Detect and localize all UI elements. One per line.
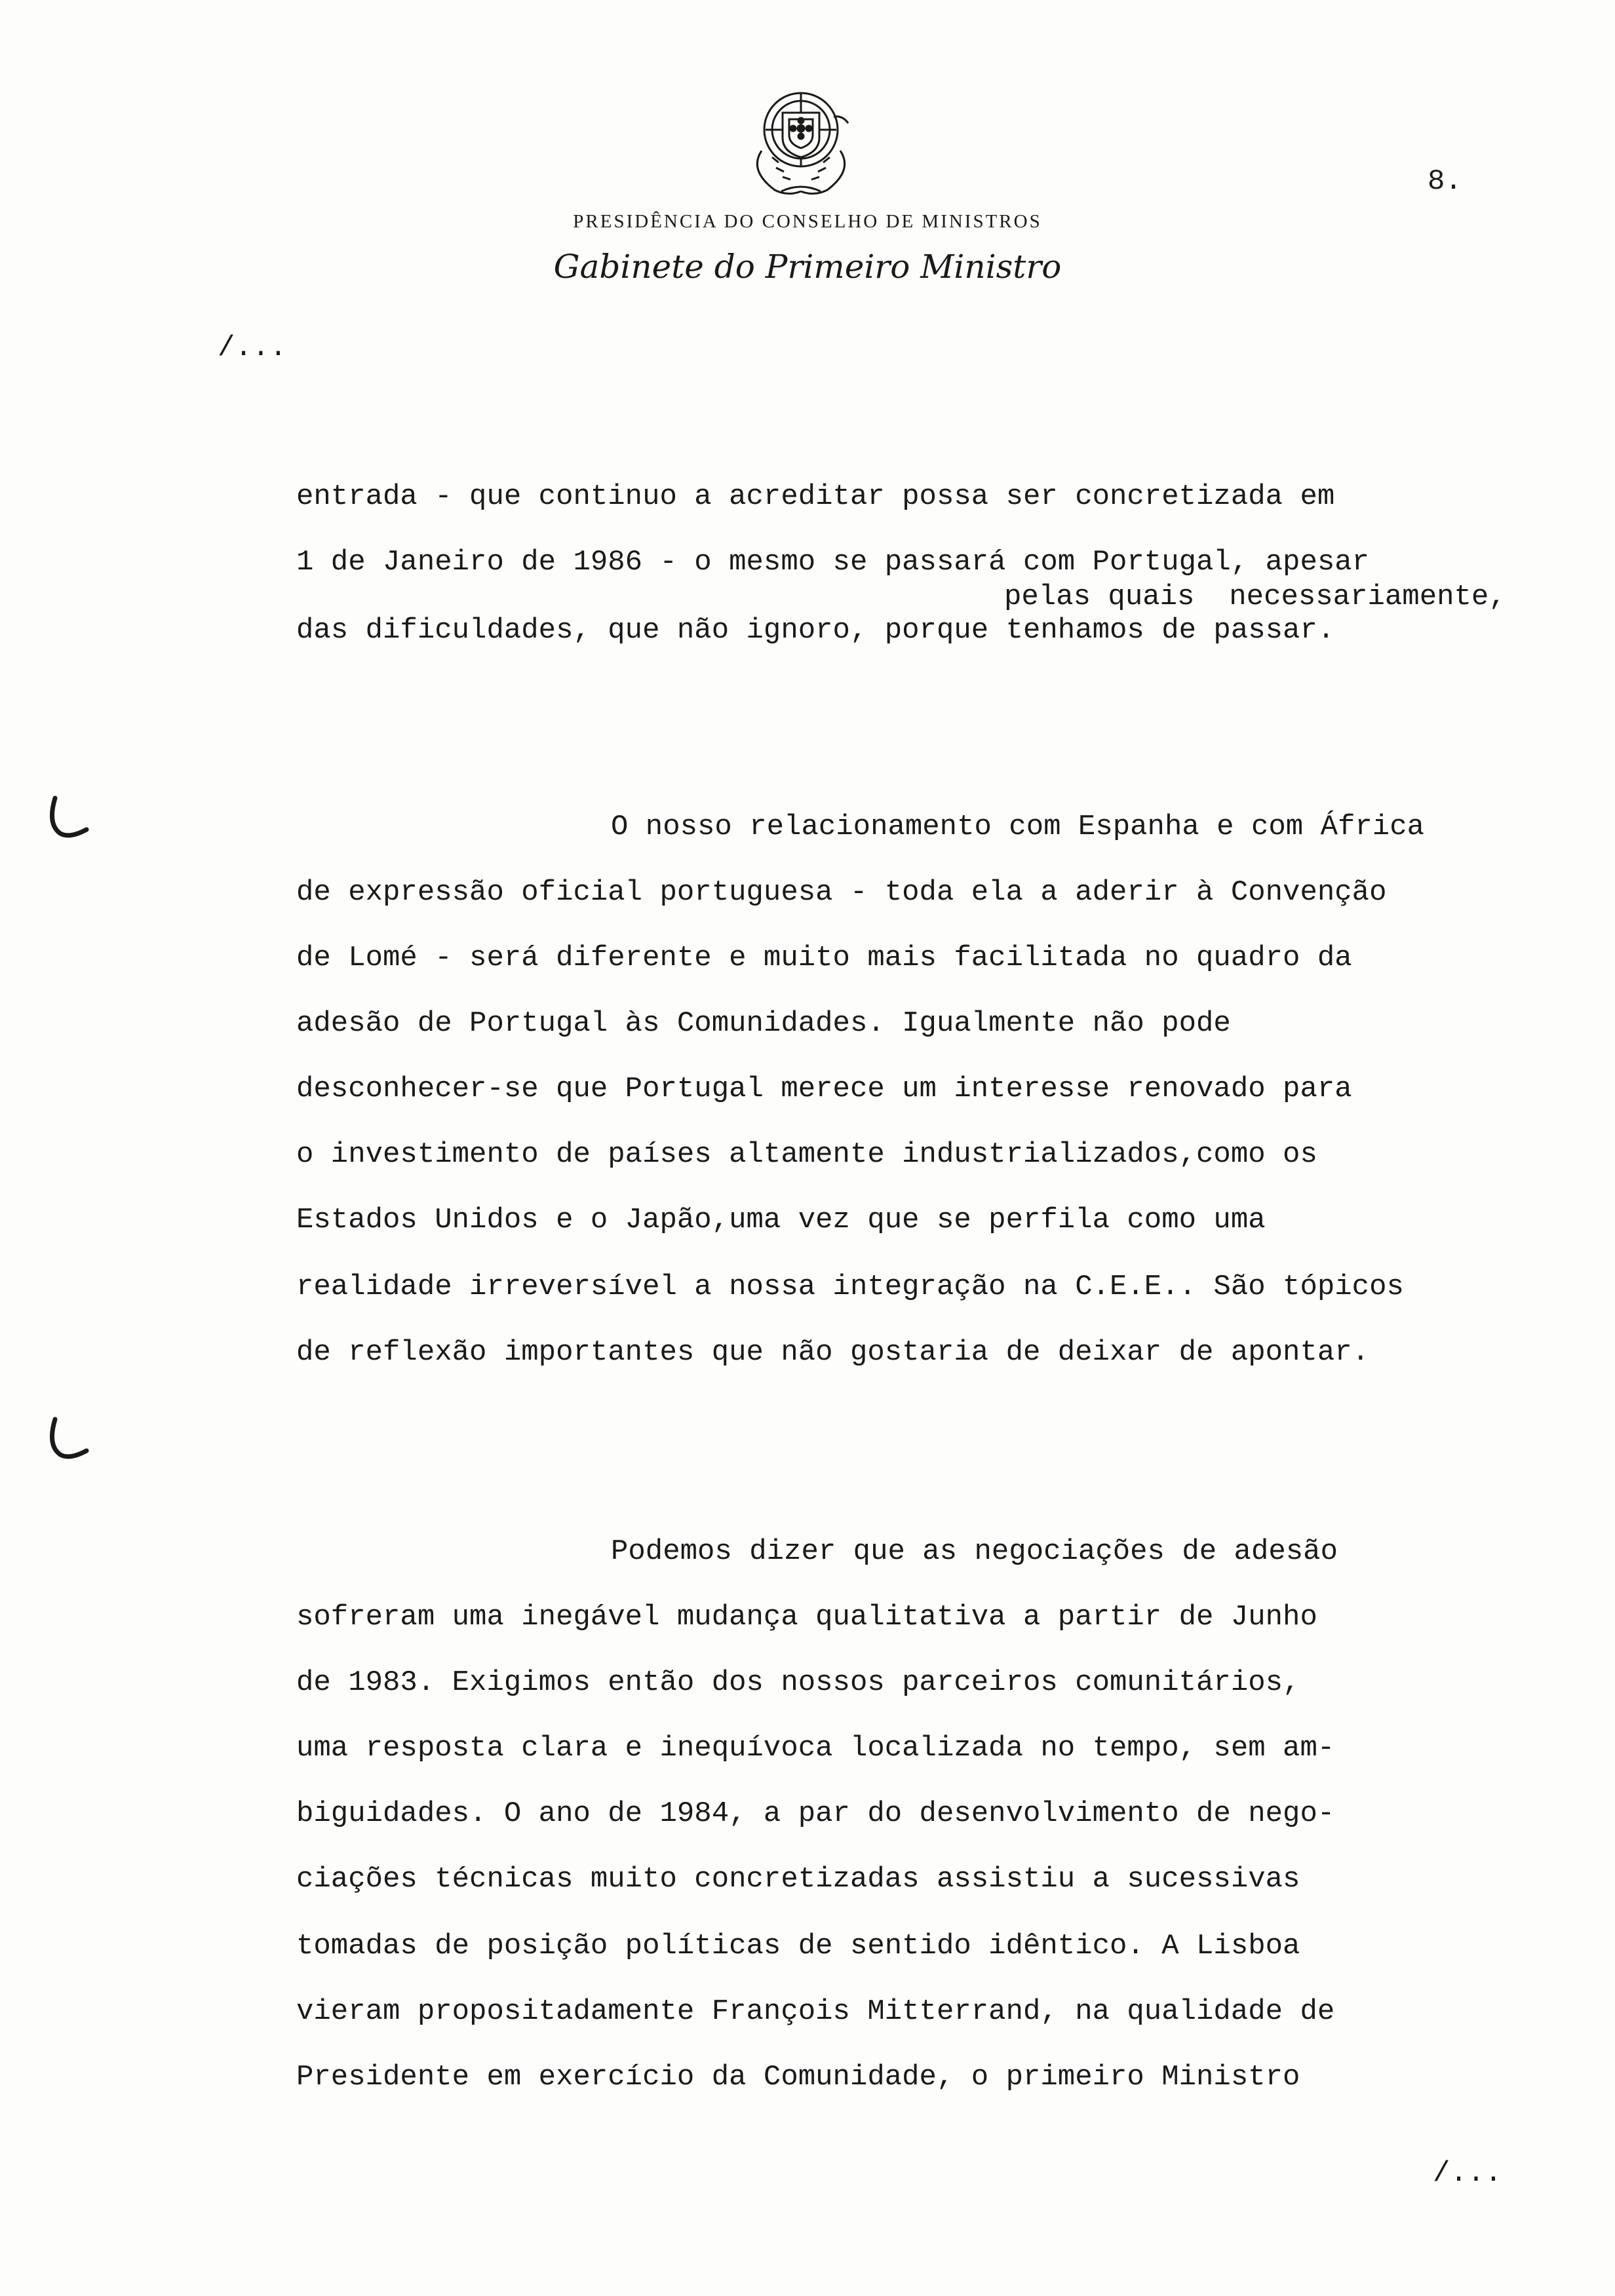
text-line: vieram propositadamente François Mitterrand, na qualidade de xyxy=(296,1995,1335,2028)
text-line: tomadas de posição políticas de sentido idêntico. A Lisboa xyxy=(296,1930,1300,1962)
text-line: de 1983. Exigimos então dos nossos parceiros comunitários, xyxy=(296,1666,1300,1699)
continuation-marker-top: /... xyxy=(218,332,287,364)
handwritten-insertion: pelas quais necessariamente, xyxy=(1004,581,1506,613)
text-line: entrada - que continuo a acreditar possa ser concretizada em xyxy=(296,480,1335,513)
text-line: o investimento de países altamente industrializados,como os xyxy=(296,1138,1317,1171)
text-line: realidade irreversível a nossa integração na C.E.E.. São tópicos xyxy=(296,1271,1404,1303)
text-line: Presidente em exercício da Comunidade, o primeiro Ministro xyxy=(296,2061,1300,2094)
text-line: desconhecer-se que Portugal merece um interesse renovado para xyxy=(296,1073,1352,1105)
text-line: Estados Unidos e o Japão,uma vez que se perfila como uma xyxy=(296,1204,1266,1236)
text-line: das dificuldades, que não ignoro, porque tenhamos de passar. xyxy=(296,614,1335,647)
text-line: de reflexão importantes que não gostaria de deixar de apontar. xyxy=(296,1336,1370,1369)
coat-of-arms-icon xyxy=(735,79,866,203)
text-line: de expressão oficial portuguesa - toda ela a aderir à Convenção xyxy=(296,876,1387,909)
text-line: uma resposta clara e inequívoca localizada no tempo, sem am- xyxy=(296,1732,1335,1765)
text-line: ciações técnicas muito concretizadas assistiu a sucessivas xyxy=(296,1863,1300,1896)
office-name: Gabinete do Primeiro Ministro xyxy=(553,248,1062,286)
page-number: 8. xyxy=(1428,165,1462,198)
handwritten-bracket-icon xyxy=(46,1415,92,1461)
text-line: Podemos dizer que as negociações de adesão xyxy=(611,1535,1338,1568)
text-line: biguidades. O ano de 1984, a par do desenvolvimento de nego- xyxy=(296,1797,1335,1830)
handwritten-bracket-icon xyxy=(46,794,92,840)
text-line: de Lomé - será diferente e muito mais facilitada no quadro da xyxy=(296,942,1352,974)
text-line: adesão de Portugal às Comunidades. Igualmente não pode xyxy=(296,1007,1231,1040)
text-line: sofreram uma inegável mudança qualitativa a partir de Junho xyxy=(296,1601,1317,1634)
text-line: O nosso relacionamento com Espanha e com África xyxy=(611,811,1425,843)
organization-name: PRESIDÊNCIA DO CONSELHO DE MINISTROS xyxy=(573,211,1042,232)
text-line: 1 de Janeiro de 1986 - o mesmo se passará com Portugal, apesar xyxy=(296,546,1370,579)
continuation-marker-bottom: /... xyxy=(1433,2157,1502,2190)
